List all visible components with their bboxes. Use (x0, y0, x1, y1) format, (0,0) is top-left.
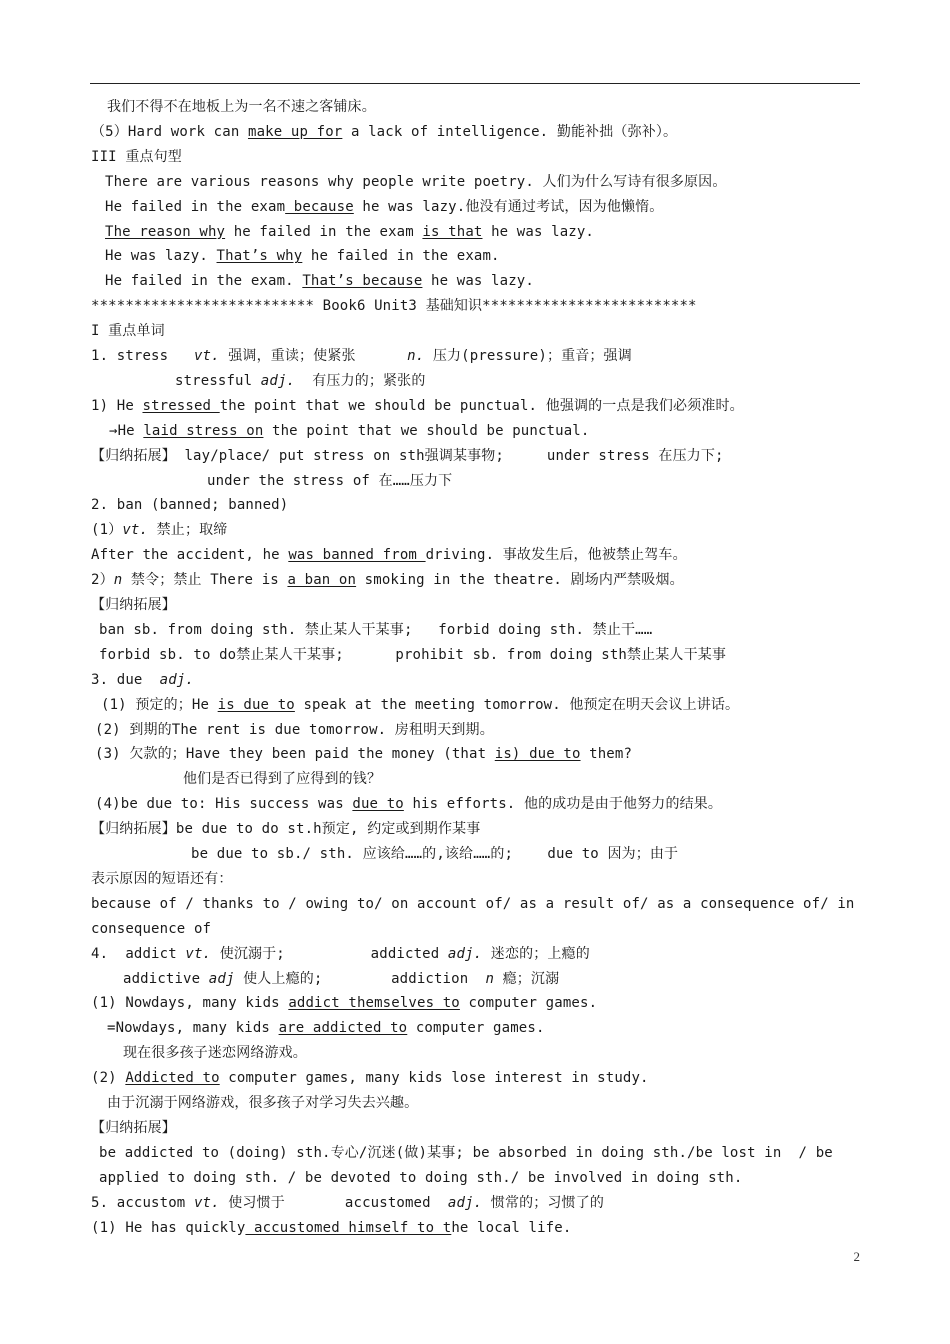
text-run: 【归纳拓展】 (91, 597, 176, 613)
underlined-phrase: make up for (247, 123, 343, 140)
text-line (91, 869, 233, 889)
text-line (91, 446, 724, 466)
text-line (95, 720, 494, 740)
text-line (91, 570, 684, 590)
text-run: computer games. (407, 1020, 545, 1037)
text-run: 瘾；沉溺 (494, 970, 560, 987)
text-line (107, 1018, 545, 1038)
underlined-phrase: That’s because (302, 273, 423, 290)
text-run: 【归纳拓展】be due to do st.h预定, 约定或到期作某事 (91, 821, 481, 838)
text-run: 2. ban (banned; banned) (91, 497, 289, 514)
text-run: 5. accustom (91, 1194, 194, 1211)
text-run: under the stress of 在……压力下 (207, 472, 453, 489)
text-line (207, 471, 452, 491)
part-of-speech: n. (407, 348, 425, 364)
text-run: (1） (91, 522, 123, 539)
text-line (91, 147, 182, 167)
text-run: 1. stress (91, 348, 194, 364)
text-run: 使人上瘾的; addiction (234, 970, 486, 987)
text-line (91, 346, 632, 366)
part-of-speech: vt. (193, 348, 220, 364)
text-run: 迷恋的；上瘾的 (482, 945, 590, 962)
underlined-phrase: The reason why (105, 223, 226, 240)
text-run: (3) 欠款的；Have they been paid the money (that (95, 746, 495, 763)
text-run: After the accident, he (91, 547, 289, 564)
text-run: He was lazy. (105, 248, 217, 265)
text-run: 4. addict (91, 945, 186, 962)
text-run: 使习惯于 accustomed (219, 1194, 448, 1211)
text-line (105, 246, 500, 266)
text-run: because of / thanks to / owing to/ on account of/ as a result of/ as a consequence of/ in (91, 895, 855, 912)
text-run: 禁令；禁止 There is (122, 572, 288, 589)
text-run: He failed in the exam (105, 198, 286, 215)
text-run: a lack of intelligence. 勤能补拙（弥补）。 (342, 123, 678, 140)
text-line (183, 769, 381, 789)
text-line (91, 670, 194, 690)
text-line (91, 1118, 176, 1138)
text-run: （5）Hard work can (91, 123, 248, 140)
text-line (105, 271, 534, 291)
part-of-speech: adj (208, 970, 235, 987)
text-line (99, 1143, 833, 1163)
underlined-phrase: addict themselves to (288, 995, 460, 1012)
text-line (91, 894, 855, 914)
text-run: 他们是否已得到了应得到的钱？ (183, 771, 382, 788)
part-of-speech: adj. (260, 372, 296, 389)
part-of-speech: n (113, 572, 123, 589)
text-line (91, 919, 211, 939)
underlined-phrase: That’s why (216, 248, 303, 265)
page-number: 2 (853, 1249, 860, 1264)
text-line (91, 993, 597, 1013)
text-line (95, 794, 722, 814)
text-line (91, 1068, 649, 1088)
underlined-phrase: due to (352, 796, 404, 813)
text-line (91, 396, 744, 416)
part-of-speech: n (485, 970, 495, 987)
text-line (91, 296, 697, 316)
text-line (91, 495, 288, 515)
part-of-speech: adj. (159, 671, 194, 688)
text-run: 2） (91, 572, 114, 589)
text-line (91, 122, 677, 142)
underlined-phrase: because (285, 198, 354, 215)
text-line (123, 1043, 307, 1063)
text-line (107, 1093, 418, 1113)
text-run: the point that we should be punctual. 他强调的一点是我们必须准时。 (219, 397, 744, 414)
text-run: 由于沉溺于网络游戏，很多孩子对学习失去兴趣。 (107, 1095, 419, 1111)
text-run: the point that we should be punctual. (263, 422, 590, 439)
underlined-phrase: Addicted to (125, 1070, 220, 1087)
text-line (91, 944, 590, 964)
text-run: 有压力的；紧张的 (295, 372, 426, 389)
text-run: (1) 预定的；He (101, 696, 218, 713)
text-run: III 重点句型 (91, 148, 182, 165)
underlined-phrase: is due to (217, 696, 295, 713)
text-line (99, 620, 652, 640)
text-run: 现在很多孩子迷恋网络游戏。 (123, 1045, 307, 1062)
text-line (123, 969, 559, 989)
text-run: driving. 事故发生后，他被禁止驾车。 (425, 547, 687, 564)
text-line (91, 520, 227, 540)
text-run: speak at the meeting tomorrow. 他预定在明天会议上讲话。 (294, 696, 740, 713)
text-run: (1) He has quickly (91, 1219, 246, 1236)
text-run: smoking in the theatre. 剧场内严禁吸烟。 (356, 572, 684, 589)
text-run: he failed in the exam (225, 223, 423, 240)
text-line (101, 695, 739, 715)
text-run: (2) 到期的The rent is due tomorrow. 房租明天到期。 (95, 721, 494, 738)
text-run: =Nowdays, many kids (107, 1020, 279, 1037)
text-run: he was lazy. (422, 273, 534, 290)
underlined-phrase: is) due to (494, 746, 581, 763)
text-line (99, 645, 726, 665)
text-run: 压力(pressure)；重音；强调 (424, 348, 632, 364)
text-run: addictive (123, 970, 209, 987)
text-run: computer games, many kids lose interest in study. (219, 1070, 649, 1087)
text-run: 禁止；取缔 (148, 522, 228, 539)
text-run: 3. due (91, 671, 160, 688)
text-line (91, 595, 176, 615)
text-run: computer games. (459, 995, 598, 1012)
underlined-phrase: stressed (142, 397, 220, 414)
text-line (91, 819, 480, 839)
text-run: 强调，重读；使紧张 (219, 348, 408, 364)
text-run: (1) Nowdays, many kids (91, 995, 289, 1012)
text-run: 表示原因的短语还有： (91, 870, 233, 887)
text-run: There are various reasons why people write poetry. 人们为什么写诗有很多原因。 (105, 173, 727, 190)
part-of-speech: adj. (447, 1194, 483, 1211)
underlined-phrase: accustomed himself to t (245, 1219, 452, 1236)
underlined-phrase: laid stress on (143, 422, 264, 439)
text-line (105, 172, 726, 192)
text-line (95, 744, 632, 764)
text-run: forbid sb. to do禁止某人干某事; prohibit sb. from doing sth禁止某人干某事 (99, 646, 727, 663)
text-run: his efforts. 他的成功是由于他努力的结果。 (403, 796, 723, 813)
text-line (105, 222, 594, 242)
text-run: 1) He (91, 397, 143, 414)
text-run: 我们不得不在地板上为一名不速之客铺床。 (107, 99, 376, 115)
text-run: he local life. (451, 1219, 572, 1236)
part-of-speech: vt. (122, 522, 149, 539)
text-run: he was lazy.他没有通过考试，因为他懒惰。 (353, 198, 664, 215)
text-line (91, 321, 165, 341)
text-run: (2) (91, 1070, 126, 1087)
header-rule (90, 83, 860, 84)
text-line (191, 844, 678, 864)
text-line (91, 1193, 604, 1213)
text-line (107, 97, 376, 117)
underlined-phrase: was banned from (288, 547, 426, 564)
text-line (91, 545, 687, 565)
text-run: ************************** Book6 Unit3 基础知识************************* (91, 298, 697, 315)
text-run: 【归纳拓展】 (91, 1119, 176, 1136)
part-of-speech: vt. (185, 945, 212, 962)
text-run: be due to sb./ sth. 应该给……的,该给……的; due to 因为；由于 (191, 846, 679, 862)
text-line (91, 1218, 571, 1238)
text-run: 惯常的；习惯了的 (482, 1194, 604, 1211)
text-run: ban sb. from doing sth. 禁止某人干某事; forbid doing sth. 禁止干…… (99, 621, 653, 638)
underlined-phrase: is that (422, 223, 483, 240)
text-run: 【归纳拓展】 lay/place/ put stress on sth强调某事物; under stress 在压力下; (91, 447, 724, 464)
text-run: stressful (175, 372, 261, 389)
underlined-phrase: a ban on (287, 572, 357, 589)
text-run: be addicted to (doing) sth.专心/沉迷(做)某事; be absorbed in doing sth./be lost in / be (99, 1144, 833, 1161)
text-run: He failed in the exam. (105, 273, 303, 290)
text-run: consequence of (91, 920, 212, 937)
text-run: he was lazy. (482, 223, 595, 240)
text-run: I 重点单词 (91, 323, 165, 340)
underlined-phrase: are addicted to (278, 1020, 408, 1037)
text-run: applied to doing sth. / be devoted to doing sth./ be involved in doing sth. (99, 1169, 743, 1186)
text-run: them? (580, 746, 633, 763)
text-line (175, 371, 425, 391)
text-run: (4)be due to: His success was (95, 796, 353, 813)
text-line (105, 197, 663, 217)
text-line (99, 1168, 742, 1188)
text-run: he failed in the exam. (302, 248, 500, 265)
text-run: →He (109, 422, 144, 439)
text-line (109, 421, 589, 441)
text-run: 使沉溺于; addicted (211, 945, 448, 962)
part-of-speech: vt. (193, 1194, 220, 1211)
part-of-speech: adj. (447, 945, 483, 962)
